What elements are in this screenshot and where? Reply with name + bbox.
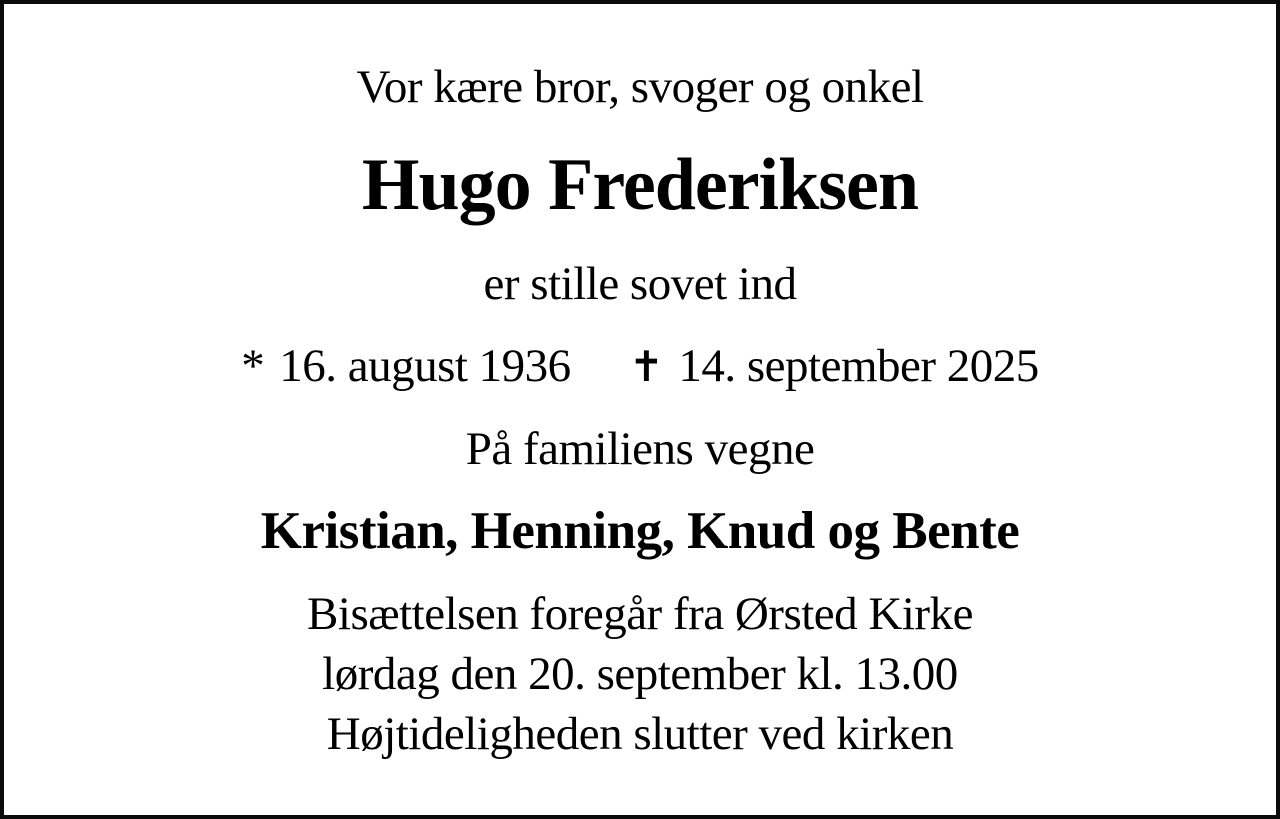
dates-line	[241, 338, 1039, 395]
birth-date	[241, 338, 570, 395]
birth-date-text: 16. august 1936	[279, 340, 571, 392]
ceremony-line-ending: Højtideligheden slutter ved kirken	[326, 708, 954, 760]
ceremony-line-datetime: lørdag den 20. september kl. 13.00	[322, 648, 958, 700]
death-notice	[4, 4, 1276, 815]
subtitle-line: er stille sovet ind	[483, 258, 797, 310]
deceased-name: Hugo Frederiksen	[361, 144, 919, 226]
ceremony-block	[307, 584, 973, 764]
intro-line: Vor kære bror, svoger og onkel	[356, 61, 924, 113]
asterisk-born-icon: *	[241, 340, 265, 392]
death-date-text: 14. september 2025	[678, 340, 1039, 392]
death-date	[629, 338, 1039, 395]
ceremony-line-location: Bisættelsen foregår fra Ørsted Kirke	[307, 588, 973, 640]
family-names: Kristian, Henning, Knud og Bente	[260, 502, 1020, 560]
on-behalf-line: På familiens vegne	[465, 423, 815, 475]
cross-died-icon: ✝	[628, 342, 664, 391]
